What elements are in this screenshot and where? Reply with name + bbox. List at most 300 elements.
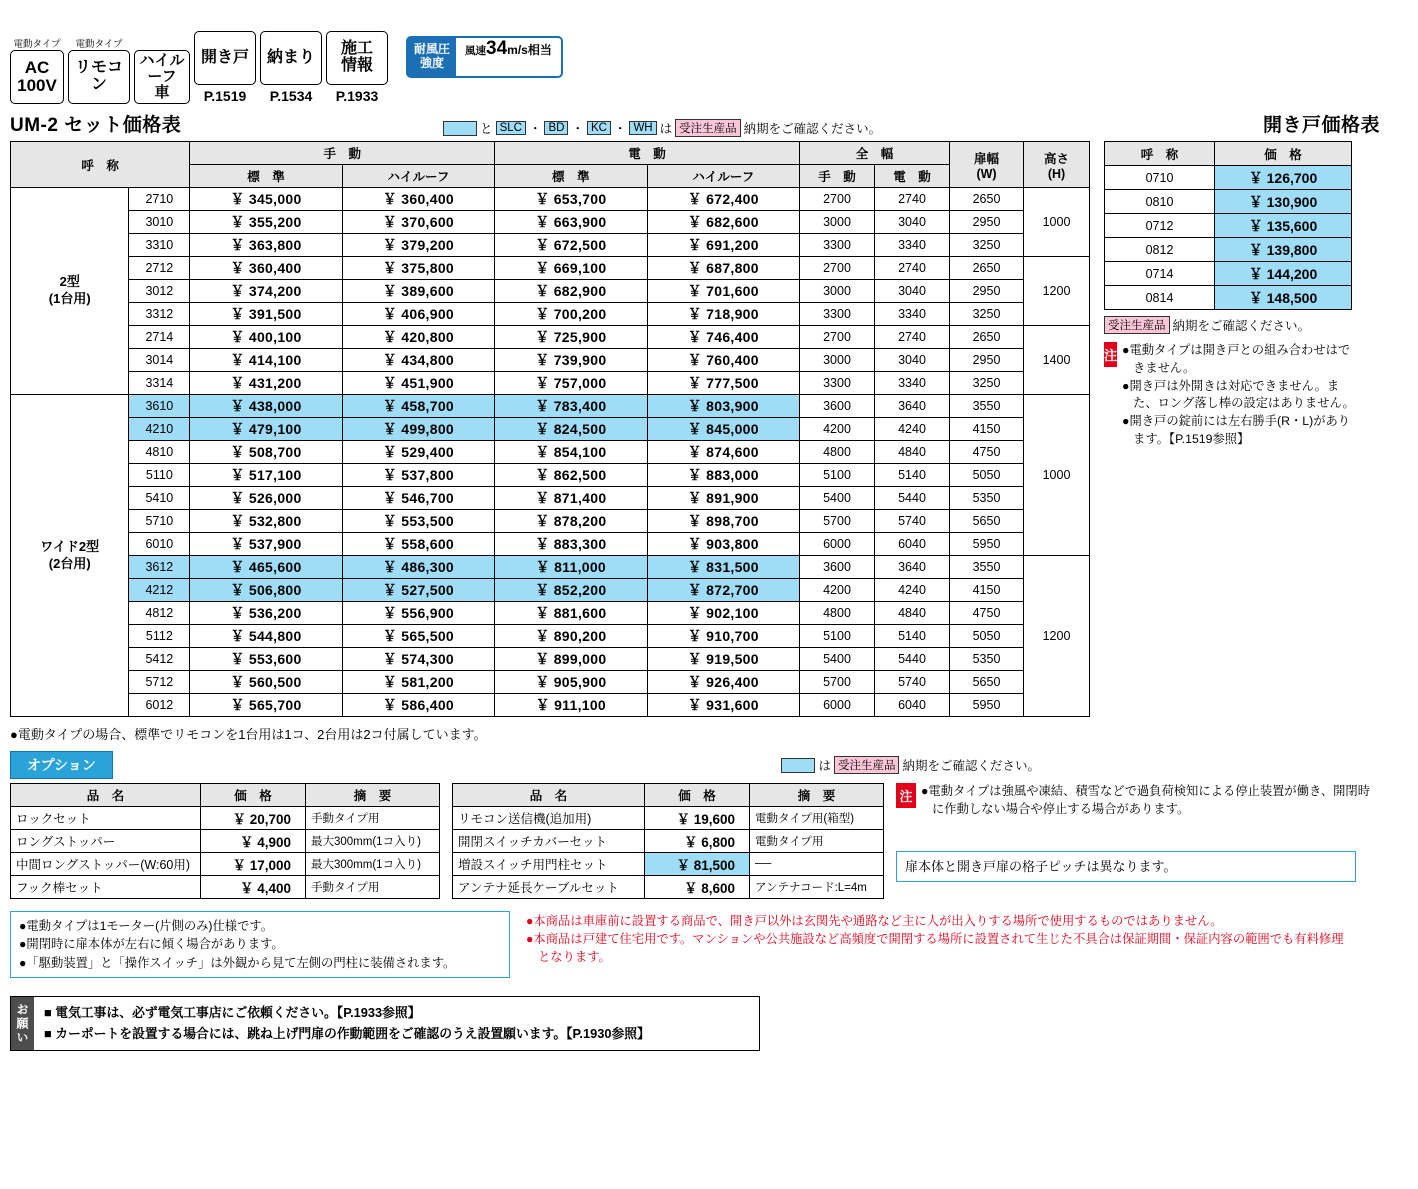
price-electric-standard: ￥ 669,100 bbox=[495, 257, 647, 280]
price-manual-highroof: ￥ 529,400 bbox=[342, 441, 494, 464]
group-type-line1: 2型 bbox=[59, 274, 80, 290]
price-electric-highroof: ￥ 682,600 bbox=[647, 211, 799, 234]
price-manual-standard: ￥ 479,100 bbox=[190, 418, 342, 441]
option-price: ￥ 8,600 bbox=[645, 876, 750, 899]
price-electric-standard: ￥ 824,500 bbox=[495, 418, 647, 441]
width-manual: 3000 bbox=[800, 211, 875, 234]
remote-line1: リモコン bbox=[74, 59, 123, 93]
width-electric: 5140 bbox=[875, 464, 950, 487]
icon-construction-col bbox=[326, 31, 388, 104]
th-height bbox=[1024, 142, 1090, 188]
highroof-line2: 車 bbox=[154, 83, 170, 101]
door-width: 5350 bbox=[950, 487, 1024, 510]
price-electric-standard: ￥ 739,900 bbox=[495, 349, 647, 372]
price-electric-standard: ￥ 883,300 bbox=[495, 533, 647, 556]
row-code: 3312 bbox=[129, 303, 190, 326]
width-manual: 3000 bbox=[800, 280, 875, 303]
door-width: 5950 bbox=[950, 533, 1024, 556]
price-table-body bbox=[11, 188, 1090, 717]
th-electric: 電 動 bbox=[495, 142, 800, 165]
price-manual-standard: ￥ 537,900 bbox=[190, 533, 342, 556]
option-section-header: オプション bbox=[10, 751, 113, 779]
price-electric-highroof: ￥ 931,600 bbox=[647, 694, 799, 717]
th-opt-price-r: 価 格 bbox=[645, 784, 750, 807]
row-code: 3010 bbox=[129, 211, 190, 234]
option-caution-badge: 注 bbox=[896, 783, 916, 808]
remote-icon bbox=[68, 50, 130, 104]
door-width: 2650 bbox=[950, 188, 1024, 211]
price-manual-highroof: ￥ 527,500 bbox=[342, 579, 494, 602]
th-opt-memo-l: 摘 要 bbox=[306, 784, 440, 807]
swing-door-header-row bbox=[1105, 142, 1352, 166]
price-manual-highroof: ￥ 420,800 bbox=[342, 326, 494, 349]
table-row bbox=[453, 853, 884, 876]
price-manual-standard: ￥ 360,400 bbox=[190, 257, 342, 280]
option-table-right bbox=[452, 783, 884, 899]
row-code: 4812 bbox=[129, 602, 190, 625]
option-price: ￥ 20,700 bbox=[201, 807, 306, 830]
price-manual-standard: ￥ 374,200 bbox=[190, 280, 342, 303]
width-manual: 3300 bbox=[800, 303, 875, 326]
code-bd: BD bbox=[544, 121, 568, 135]
option-order-note bbox=[781, 756, 1040, 774]
price-manual-highroof: ￥ 370,600 bbox=[342, 211, 494, 234]
width-electric: 5440 bbox=[875, 487, 950, 510]
price-electric-highroof: ￥ 926,400 bbox=[647, 671, 799, 694]
table-row bbox=[1105, 262, 1352, 286]
price-manual-highroof: ￥ 451,900 bbox=[342, 372, 494, 395]
width-electric: 6040 bbox=[875, 533, 950, 556]
row-code: 4210 bbox=[129, 418, 190, 441]
option-right-notes bbox=[896, 783, 1396, 882]
price-electric-highroof: ￥ 903,800 bbox=[647, 533, 799, 556]
table-row bbox=[11, 418, 1090, 441]
price-manual-standard: ￥ 506,800 bbox=[190, 579, 342, 602]
th-manual-standard: 標 準 bbox=[190, 165, 342, 188]
table-row bbox=[1105, 286, 1352, 310]
table-row bbox=[11, 234, 1090, 257]
height-cell: 1000 bbox=[1024, 188, 1090, 257]
order-note: と SLC ・ BD ・ KC ・ WH は 受注生産品 納期をご確認ください。 bbox=[443, 119, 881, 137]
blue-chip-icon-2 bbox=[781, 758, 815, 773]
price-manual-standard: ￥ 526,000 bbox=[190, 487, 342, 510]
door-width: 2650 bbox=[950, 326, 1024, 349]
price-electric-standard: ￥ 881,600 bbox=[495, 602, 647, 625]
table-row bbox=[11, 395, 1090, 418]
price-electric-highroof: ￥ 687,800 bbox=[647, 257, 799, 280]
width-manual: 5100 bbox=[800, 625, 875, 648]
onegai-item-1: ■ 電気工事は、必ず電気工事店にご依頼ください。【P.1933参照】 bbox=[44, 1005, 421, 1021]
width-manual: 3600 bbox=[800, 556, 875, 579]
option-note-prefix: は bbox=[818, 759, 831, 773]
table-row bbox=[11, 487, 1090, 510]
door-width: 5050 bbox=[950, 625, 1024, 648]
row-code: 3310 bbox=[129, 234, 190, 257]
door-width: 4750 bbox=[950, 602, 1024, 625]
ac100v-icon bbox=[10, 50, 64, 104]
table-row bbox=[11, 211, 1090, 234]
sd-price: ￥ 139,800 bbox=[1215, 238, 1352, 262]
code-wh: WH bbox=[629, 121, 656, 135]
pageref-1933: P.1933 bbox=[335, 88, 379, 104]
below-table-note: ●電動タイプの場合、標準でリモコンを1台用は1コ、2台用は2コ付属しています。 bbox=[10, 727, 487, 742]
ac100v-line1: AC bbox=[24, 58, 50, 78]
table-row bbox=[1105, 238, 1352, 262]
price-manual-highroof: ￥ 406,900 bbox=[342, 303, 494, 326]
option-name: ロングストッパー bbox=[11, 830, 201, 853]
door-width: 5350 bbox=[950, 648, 1024, 671]
price-manual-standard: ￥ 465,600 bbox=[190, 556, 342, 579]
wind-value bbox=[456, 38, 561, 76]
th-total-width: 全 幅 bbox=[800, 142, 950, 165]
sd-price: ￥ 126,700 bbox=[1215, 166, 1352, 190]
option-name: フック棒セット bbox=[11, 876, 201, 899]
price-manual-standard: ￥ 553,600 bbox=[190, 648, 342, 671]
price-manual-standard: ￥ 544,800 bbox=[190, 625, 342, 648]
th-opt-name-l: 品 名 bbox=[11, 784, 201, 807]
option-memo: ── bbox=[750, 853, 884, 876]
price-manual-highroof: ￥ 375,800 bbox=[342, 257, 494, 280]
width-electric: 3340 bbox=[875, 303, 950, 326]
option-table-left bbox=[10, 783, 440, 899]
table-row bbox=[453, 807, 884, 830]
table-row bbox=[453, 876, 884, 899]
order-note-prefix: と bbox=[480, 122, 493, 136]
door-width: 4150 bbox=[950, 418, 1024, 441]
option-name: 増設スイッチ用門柱セット bbox=[453, 853, 645, 876]
sd-code: 0714 bbox=[1105, 262, 1215, 286]
price-manual-standard: ￥ 565,700 bbox=[190, 694, 342, 717]
row-code: 3610 bbox=[129, 395, 190, 418]
price-manual-highroof: ￥ 558,600 bbox=[342, 533, 494, 556]
row-code: 3612 bbox=[129, 556, 190, 579]
wind-unit: m/s相当 bbox=[507, 43, 552, 57]
price-electric-highroof: ￥ 746,400 bbox=[647, 326, 799, 349]
table-row bbox=[11, 602, 1090, 625]
made-to-order-tag-2: 受注生産品 bbox=[1104, 316, 1170, 334]
option-note-suffix: 納期をご確認ください。 bbox=[902, 759, 1040, 773]
table-row bbox=[11, 625, 1090, 648]
door-width: 3250 bbox=[950, 372, 1024, 395]
top-icon-strip bbox=[10, 8, 1408, 104]
table-row bbox=[11, 510, 1090, 533]
price-manual-standard: ￥ 400,100 bbox=[190, 326, 342, 349]
option-memo: アンテナコード:L=4m bbox=[750, 876, 884, 899]
price-electric-standard: ￥ 899,000 bbox=[495, 648, 647, 671]
price-electric-standard: ￥ 663,900 bbox=[495, 211, 647, 234]
made-to-order-tag-3: 受注生産品 bbox=[834, 756, 900, 774]
table-row bbox=[11, 648, 1090, 671]
table-row bbox=[11, 280, 1090, 303]
price-manual-standard: ￥ 560,500 bbox=[190, 671, 342, 694]
construction-info-icon bbox=[326, 31, 388, 85]
wind-label bbox=[408, 38, 456, 76]
wind-number: 34 bbox=[486, 38, 508, 59]
price-electric-standard: ￥ 682,900 bbox=[495, 280, 647, 303]
option-right-body bbox=[453, 807, 884, 899]
price-manual-highroof: ￥ 565,500 bbox=[342, 625, 494, 648]
table-row bbox=[11, 853, 440, 876]
blue-chip-icon bbox=[443, 121, 477, 136]
th-opt-name-r: 品 名 bbox=[453, 784, 645, 807]
fitting-line1: 納まり bbox=[266, 48, 315, 66]
width-manual: 4200 bbox=[800, 579, 875, 602]
price-electric-standard: ￥ 783,400 bbox=[495, 395, 647, 418]
width-manual: 4200 bbox=[800, 418, 875, 441]
sd-code: 0710 bbox=[1105, 166, 1215, 190]
height-cell: 1200 bbox=[1024, 257, 1090, 326]
table-row bbox=[11, 579, 1090, 602]
price-manual-highroof: ￥ 581,200 bbox=[342, 671, 494, 694]
price-manual-standard: ￥ 363,800 bbox=[190, 234, 342, 257]
th-door-width bbox=[950, 142, 1024, 188]
price-manual-highroof: ￥ 434,800 bbox=[342, 349, 494, 372]
height-cell: 1200 bbox=[1024, 556, 1090, 717]
wind-resistance-badge bbox=[406, 36, 563, 78]
row-code: 3012 bbox=[129, 280, 190, 303]
icon-highroof bbox=[134, 36, 190, 104]
row-code: 5110 bbox=[129, 464, 190, 487]
price-table bbox=[10, 141, 1090, 717]
table-row bbox=[11, 257, 1090, 280]
table-row bbox=[11, 556, 1090, 579]
row-code: 5112 bbox=[129, 625, 190, 648]
width-electric: 4240 bbox=[875, 579, 950, 602]
price-manual-standard: ￥ 391,500 bbox=[190, 303, 342, 326]
construction-line1: 施工 bbox=[340, 40, 373, 58]
price-manual-highroof: ￥ 546,700 bbox=[342, 487, 494, 510]
price-electric-highroof: ￥ 803,900 bbox=[647, 395, 799, 418]
swingdoor-line1: 開き戸 bbox=[200, 48, 249, 66]
group-type-line2: (1台用) bbox=[48, 291, 91, 306]
price-electric-standard: ￥ 854,100 bbox=[495, 441, 647, 464]
option-left-body bbox=[11, 807, 440, 899]
table-row bbox=[11, 326, 1090, 349]
order-note-suffix: 納期をご確認ください。 bbox=[743, 122, 882, 136]
price-manual-highroof: ￥ 389,600 bbox=[342, 280, 494, 303]
door-width: 2650 bbox=[950, 257, 1024, 280]
width-manual: 3600 bbox=[800, 395, 875, 418]
price-manual-highroof: ￥ 553,500 bbox=[342, 510, 494, 533]
code-slc: SLC bbox=[496, 121, 526, 135]
th-opt-memo-r: 摘 要 bbox=[750, 784, 884, 807]
caution-item-2: ●開き戸は外開きは対応できません。また、ロング落し棒の設定はありません。 bbox=[1122, 378, 1355, 411]
wind-prefix: 風速 bbox=[465, 45, 487, 57]
price-electric-highroof: ￥ 872,700 bbox=[647, 579, 799, 602]
price-electric-highroof: ￥ 831,500 bbox=[647, 556, 799, 579]
icon-remote-label: 電動タイプ bbox=[75, 39, 123, 50]
width-electric: 3040 bbox=[875, 349, 950, 372]
group-type-line1: ワイド2型 bbox=[40, 538, 100, 554]
icon-ac100v-label: 電動タイプ bbox=[13, 39, 61, 50]
option-price: ￥ 4,900 bbox=[201, 830, 306, 853]
price-electric-highroof: ￥ 919,500 bbox=[647, 648, 799, 671]
caution-item-1: ●電動タイプは開き戸との組み合わせはできません。 bbox=[1122, 343, 1351, 375]
price-electric-standard: ￥ 700,200 bbox=[495, 303, 647, 326]
option-caution-text-wrap bbox=[921, 783, 1381, 819]
option-caution-block bbox=[896, 783, 1396, 819]
price-manual-highroof: ￥ 537,800 bbox=[342, 464, 494, 487]
price-manual-highroof: ￥ 499,800 bbox=[342, 418, 494, 441]
width-manual: 5700 bbox=[800, 671, 875, 694]
table-row bbox=[11, 441, 1090, 464]
width-electric: 2740 bbox=[875, 188, 950, 211]
bottom-cyan-note-2: ●開閉時に扉本体が左右に傾く場合があります。 bbox=[19, 937, 284, 952]
price-manual-standard: ￥ 355,200 bbox=[190, 211, 342, 234]
table-row bbox=[1105, 214, 1352, 238]
table-row bbox=[11, 876, 440, 899]
row-code: 6012 bbox=[129, 694, 190, 717]
table-row bbox=[11, 694, 1090, 717]
option-price: ￥ 19,600 bbox=[645, 807, 750, 830]
width-electric: 3640 bbox=[875, 395, 950, 418]
width-manual: 5100 bbox=[800, 464, 875, 487]
door-width: 2950 bbox=[950, 349, 1024, 372]
ac100v-line2: 100V bbox=[17, 76, 57, 95]
swing-door-note-suffix: 納期をご確認ください。 bbox=[1172, 319, 1311, 333]
icon-ac100v bbox=[10, 36, 64, 104]
width-electric: 5440 bbox=[875, 648, 950, 671]
th-door-width-l2: (W) bbox=[976, 166, 997, 181]
price-electric-highroof: ￥ 701,600 bbox=[647, 280, 799, 303]
row-code: 5710 bbox=[129, 510, 190, 533]
onegai-content bbox=[34, 997, 660, 1050]
price-electric-highroof: ￥ 910,700 bbox=[647, 625, 799, 648]
price-electric-highroof: ￥ 691,200 bbox=[647, 234, 799, 257]
price-electric-standard: ￥ 911,100 bbox=[495, 694, 647, 717]
th-height-l1: 高さ bbox=[1043, 151, 1069, 166]
table-row bbox=[11, 303, 1090, 326]
swing-door-table-body bbox=[1105, 166, 1352, 310]
width-manual: 2700 bbox=[800, 188, 875, 211]
table-row bbox=[11, 671, 1090, 694]
th-width-manual: 手 動 bbox=[800, 165, 875, 188]
row-code: 2712 bbox=[129, 257, 190, 280]
width-manual: 3300 bbox=[800, 234, 875, 257]
width-manual: 2700 bbox=[800, 326, 875, 349]
sd-code: 0814 bbox=[1105, 286, 1215, 310]
door-width: 2950 bbox=[950, 280, 1024, 303]
price-manual-highroof: ￥ 458,700 bbox=[342, 395, 494, 418]
group-type-cell bbox=[11, 188, 129, 395]
width-manual: 6000 bbox=[800, 694, 875, 717]
row-code: 5712 bbox=[129, 671, 190, 694]
right-column bbox=[1104, 141, 1362, 717]
width-manual: 3300 bbox=[800, 372, 875, 395]
width-manual: 6000 bbox=[800, 533, 875, 556]
row-code: 4212 bbox=[129, 579, 190, 602]
th-manual: 手 動 bbox=[190, 142, 495, 165]
caution-badge: 注 bbox=[1104, 342, 1117, 367]
price-electric-standard: ￥ 757,000 bbox=[495, 372, 647, 395]
table-row bbox=[11, 830, 440, 853]
price-electric-standard: ￥ 852,200 bbox=[495, 579, 647, 602]
price-electric-standard: ￥ 653,700 bbox=[495, 188, 647, 211]
width-manual: 4800 bbox=[800, 602, 875, 625]
width-electric: 3040 bbox=[875, 280, 950, 303]
width-manual: 4800 bbox=[800, 441, 875, 464]
width-electric: 5740 bbox=[875, 510, 950, 533]
door-width: 5650 bbox=[950, 671, 1024, 694]
table-row bbox=[11, 533, 1090, 556]
onegai-box bbox=[10, 996, 760, 1051]
door-width: 3550 bbox=[950, 556, 1024, 579]
height-cell: 1400 bbox=[1024, 326, 1090, 395]
door-width: 2950 bbox=[950, 211, 1024, 234]
price-manual-standard: ￥ 517,100 bbox=[190, 464, 342, 487]
option-name: 中間ロングストッパー(W:60用) bbox=[11, 853, 201, 876]
width-electric: 3340 bbox=[875, 234, 950, 257]
group-type-line2: (2台用) bbox=[48, 555, 91, 571]
order-note-middle: は bbox=[659, 122, 673, 136]
th-electric-standard: 標 準 bbox=[495, 165, 647, 188]
price-manual-standard: ￥ 345,000 bbox=[190, 188, 342, 211]
pageref-1519: P.1519 bbox=[203, 88, 247, 104]
table-header-row bbox=[11, 142, 1090, 165]
swing-door-icon bbox=[194, 31, 256, 85]
table-row bbox=[11, 372, 1090, 395]
th-door-width-l1: 扉幅 bbox=[973, 151, 999, 166]
highroof-line1: ハイルーフ bbox=[139, 52, 185, 86]
price-manual-highroof: ￥ 379,200 bbox=[342, 234, 494, 257]
door-width: 5050 bbox=[950, 464, 1024, 487]
price-manual-standard: ￥ 414,100 bbox=[190, 349, 342, 372]
made-to-order-tag: 受注生産品 bbox=[675, 119, 741, 137]
row-code: 4810 bbox=[129, 441, 190, 464]
price-manual-highroof: ￥ 486,300 bbox=[342, 556, 494, 579]
price-electric-standard: ￥ 871,400 bbox=[495, 487, 647, 510]
onegai-item-2: ■ カーポートを設置する場合には、跳ね上げ門扉の作動範囲をご確認のうえ設置願います。【P.1930参照】 bbox=[44, 1025, 650, 1041]
sd-code: 0810 bbox=[1105, 190, 1215, 214]
option-memo: 最大300mm(1コ入り) bbox=[306, 830, 440, 853]
th-name: 呼 称 bbox=[11, 142, 190, 188]
price-electric-standard: ￥ 725,900 bbox=[495, 326, 647, 349]
width-manual: 5700 bbox=[800, 510, 875, 533]
option-left-header-row bbox=[11, 784, 440, 807]
code-kc: KC bbox=[587, 121, 611, 135]
price-electric-highroof: ￥ 672,400 bbox=[647, 188, 799, 211]
price-electric-highroof: ￥ 902,100 bbox=[647, 602, 799, 625]
sd-price: ￥ 130,900 bbox=[1215, 190, 1352, 214]
pageref-1534: P.1534 bbox=[269, 88, 313, 104]
wind-label-line2: 強度 bbox=[420, 56, 445, 70]
option-right-header-row bbox=[453, 784, 884, 807]
width-manual: 5400 bbox=[800, 487, 875, 510]
door-width: 5950 bbox=[950, 694, 1024, 717]
bottom-cyan-note-box bbox=[10, 911, 510, 978]
row-code: 5412 bbox=[129, 648, 190, 671]
row-code: 3014 bbox=[129, 349, 190, 372]
option-name: ロックセット bbox=[11, 807, 201, 830]
sd-price: ￥ 135,600 bbox=[1215, 214, 1352, 238]
price-manual-standard: ￥ 508,700 bbox=[190, 441, 342, 464]
option-price: ￥ 4,400 bbox=[201, 876, 306, 899]
icon-swing-door-col bbox=[194, 31, 256, 104]
option-name: 開閉スイッチカバーセット bbox=[453, 830, 645, 853]
price-electric-highroof: ￥ 883,000 bbox=[647, 464, 799, 487]
option-memo: 手動タイプ用 bbox=[306, 876, 440, 899]
pitch-note-box bbox=[896, 851, 1356, 883]
sd-code: 0812 bbox=[1105, 238, 1215, 262]
high-roof-icon bbox=[134, 50, 190, 104]
swing-door-price-table bbox=[1104, 141, 1352, 310]
construction-line2: 情報 bbox=[340, 57, 373, 74]
price-electric-highroof: ￥ 845,000 bbox=[647, 418, 799, 441]
price-manual-highroof: ￥ 586,400 bbox=[342, 694, 494, 717]
door-width: 3250 bbox=[950, 303, 1024, 326]
door-width: 3250 bbox=[950, 234, 1024, 257]
sd-price: ￥ 144,200 bbox=[1215, 262, 1352, 286]
